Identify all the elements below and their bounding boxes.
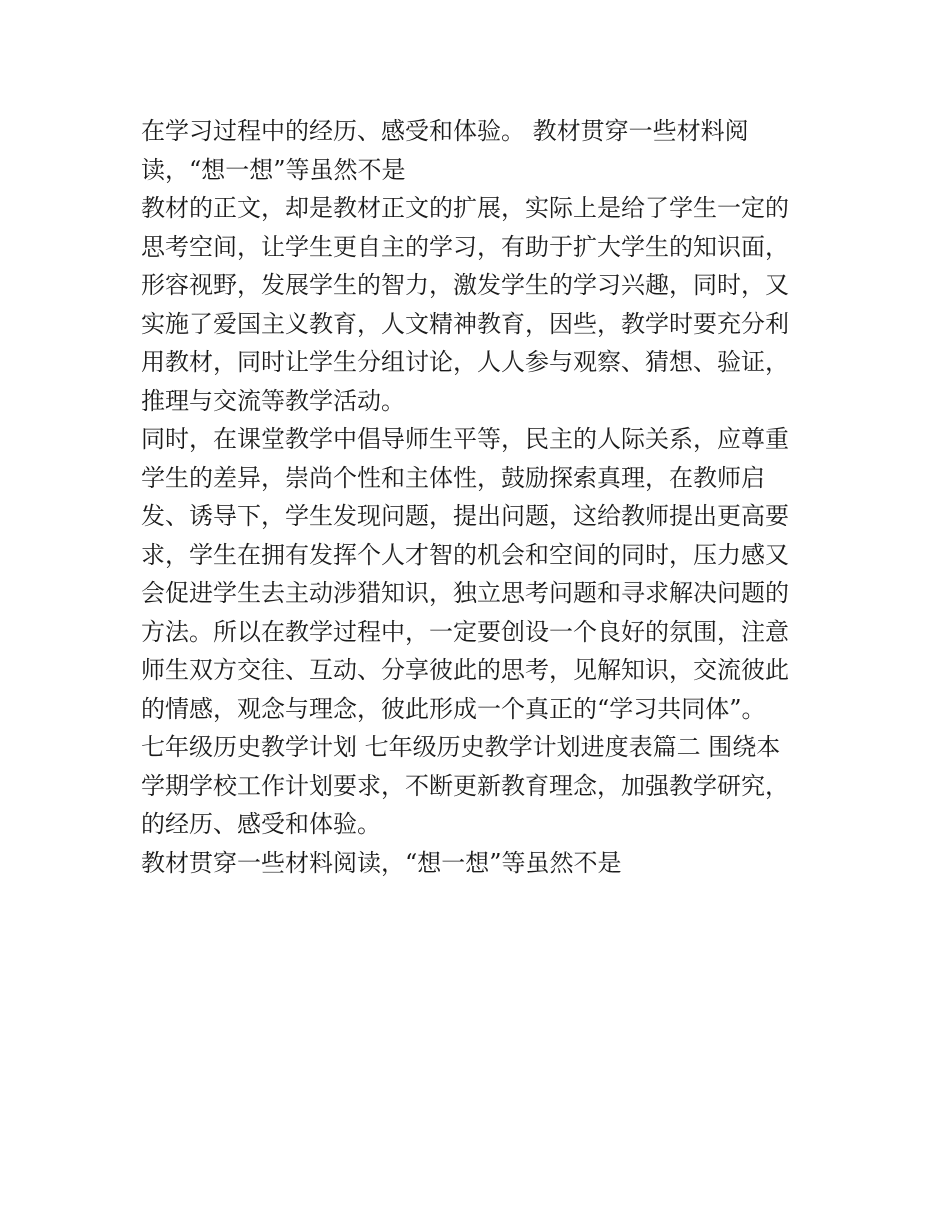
text-line: 用教材，同时让学生分组讨论，人人参与观察、猜想、验证， <box>141 348 789 376</box>
text-line: 教材的正文，却是教材正文的扩展，实际上是给了学生一定的 <box>141 194 789 222</box>
text-line: 思考空间，让学生更自主的学习，有助于扩大学生的知识面， <box>141 232 789 261</box>
text-line: 学生的差异，崇尚个性和主体性，鼓励探索真理，在教师启 <box>141 463 765 492</box>
text-line: 发、诱导下，学生发现问题，提出问题，这给教师提出更高要 <box>141 502 789 530</box>
text-line: 的情感，观念与理念，彼此形成一个真正的“学习共同体”。 <box>141 694 766 723</box>
text-line: 师生双方交往、互动、分享彼此的思考，见解知识，交流彼此 <box>141 656 789 684</box>
document-body <box>141 112 821 882</box>
text-line: 推理与交流等教学活动。 <box>141 386 405 415</box>
text-line: 在学习过程中的经历、感受和体验。 教材贯穿一些材料阅 <box>141 117 749 145</box>
text-line: 同时，在课堂教学中倡导师生平等，民主的人际关系，应尊重 <box>141 425 789 453</box>
text-line: 实施了爱国主义教育，人文精神教育，因些，教学时要充分利 <box>141 309 789 338</box>
text-line: 的经历、感受和体验。 <box>141 810 381 838</box>
text-line: 形容视野，发展学生的智力，激发学生的学习兴趣，同时，又 <box>141 271 789 299</box>
text-line: 学期学校工作计划要求，不断更新教育理念，加强教学研究， <box>141 771 789 800</box>
text-line: 方法。所以在教学过程中，一定要创设一个良好的氛围，注意 <box>141 617 789 646</box>
text-line: 会促进学生去主动涉猎知识，独立思考问题和寻求解决问题的 <box>141 579 789 607</box>
text-line: 读，“想一想”等虽然不是 <box>141 155 406 184</box>
text-line: 七年级历史教学计划 七年级历史教学计划进度表篇二 围绕本 <box>141 733 781 761</box>
text-line: 教材贯穿一些材料阅读，“想一想”等虽然不是 <box>141 848 622 877</box>
text-line: 求，学生在拥有发挥个人才智的机会和空间的同时，压力感又 <box>141 540 789 569</box>
